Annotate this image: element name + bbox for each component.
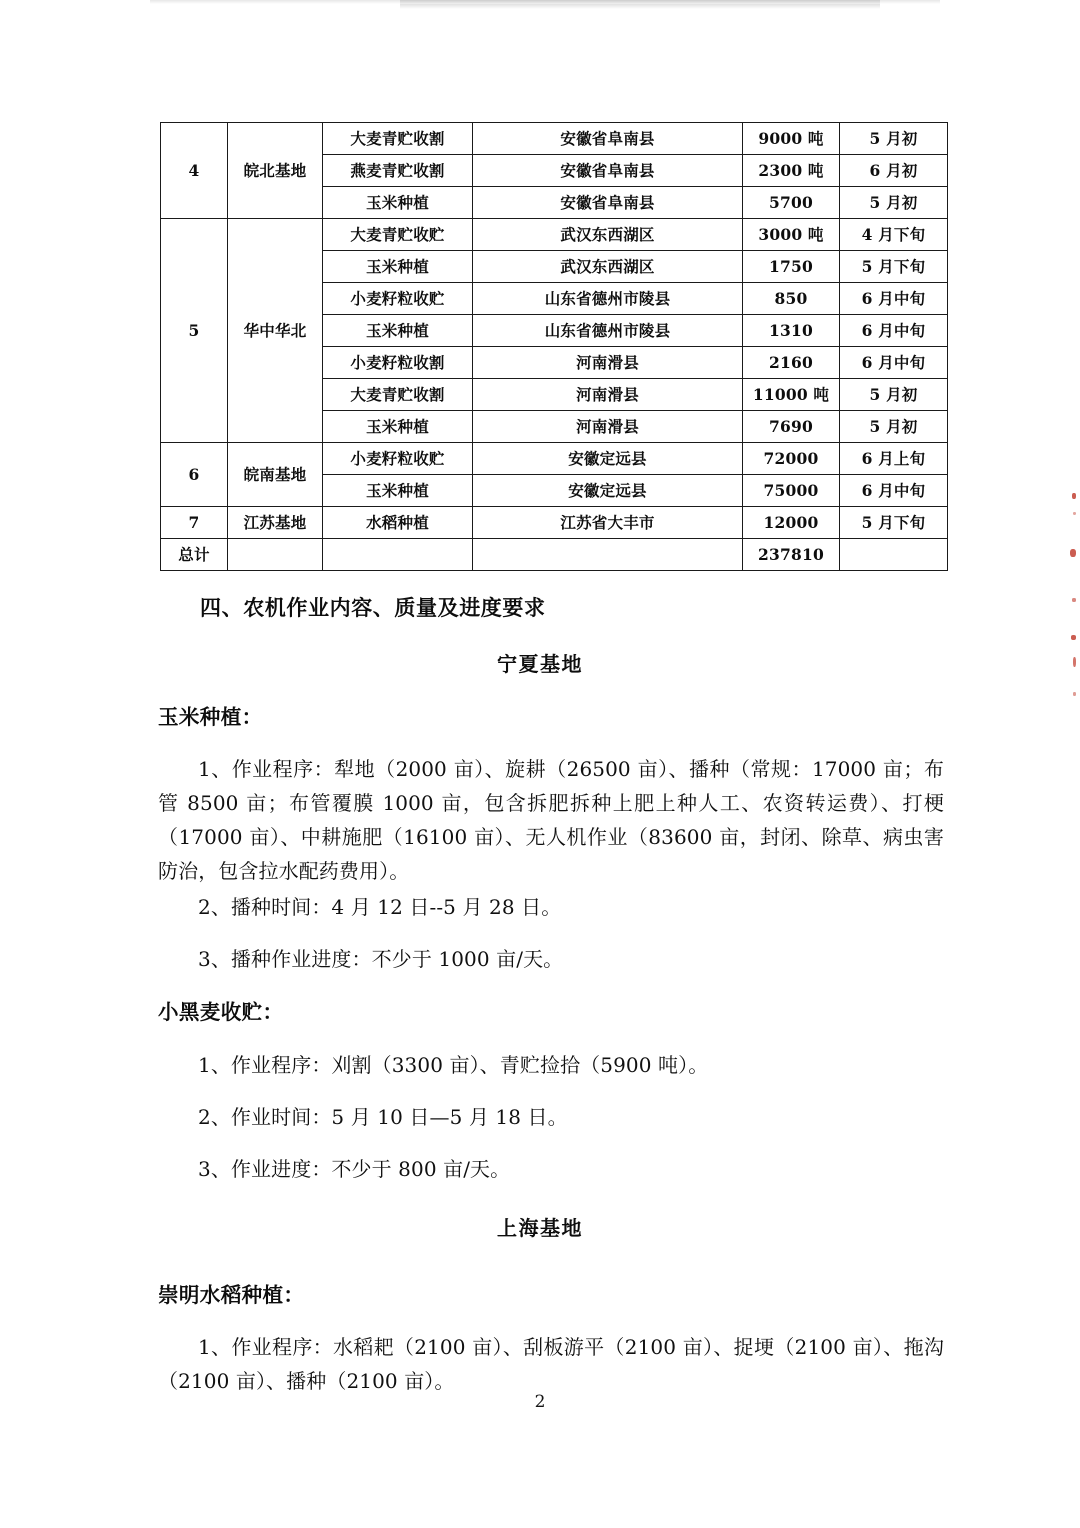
cell-item: 玉米种植 <box>323 411 473 443</box>
chongming-item-1: 1、作业程序：水稻耙（2100 亩）、刮板游平（2100 亩）、捉埂（2100 亩）、拖沟（2100 亩）、播种（2100 亩）。 <box>158 1335 944 1393</box>
subsection-corn-planting: 玉米种植： <box>158 705 263 729</box>
cell-total-label: 总计 <box>161 539 228 571</box>
cell-total-base <box>228 539 323 571</box>
cell-item: 大麦青贮收割 <box>323 123 473 155</box>
red-margin-mark <box>1070 549 1076 557</box>
cell-no: 5 <box>161 219 228 443</box>
cell-time: 5 月下旬 <box>840 251 948 283</box>
production-plan-table <box>160 122 948 571</box>
section-heading-four: 四、农机作业内容、质量及进度要求 <box>200 596 546 620</box>
table-row <box>161 507 948 539</box>
corn-item-3: 3、播种作业进度：不少于 1000 亩/天。 <box>198 947 564 971</box>
cell-no: 6 <box>161 443 228 507</box>
triticale-item-1: 1、作业程序：刈割（3300 亩）、青贮捡拾（5900 吨）。 <box>198 1053 709 1077</box>
cell-base: 华中华北 <box>228 219 323 443</box>
cell-quantity: 9000 吨 <box>743 123 840 155</box>
production-plan-table-wrapper <box>160 122 926 571</box>
cell-quantity: 1750 <box>743 251 840 283</box>
cell-time: 5 月初 <box>840 123 948 155</box>
table-row <box>161 219 948 251</box>
cell-time: 6 月上旬 <box>840 443 948 475</box>
cell-quantity: 850 <box>743 283 840 315</box>
corn-item-2: 2、播种时间：4 月 12 日--5 月 28 日。 <box>198 895 562 919</box>
cell-item: 玉米种植 <box>323 315 473 347</box>
cell-item: 大麦青贮收割 <box>323 379 473 411</box>
cell-location: 安徽定远县 <box>473 475 743 507</box>
scan-shadow-artifact-secondary <box>150 0 940 4</box>
cell-item: 水稻种植 <box>323 507 473 539</box>
red-margin-mark <box>1071 635 1076 640</box>
table-body <box>161 123 948 571</box>
triticale-item-2: 2、作业时间：5 月 10 日—5 月 18 日。 <box>198 1105 568 1129</box>
subsection-triticale: 小黑麦收贮： <box>158 1000 284 1024</box>
cell-location: 山东省德州市陵县 <box>473 283 743 315</box>
cell-quantity: 2300 吨 <box>743 155 840 187</box>
cell-time: 4 月下旬 <box>840 219 948 251</box>
cell-total-item <box>323 539 473 571</box>
cell-quantity: 5700 <box>743 187 840 219</box>
cell-location: 武汉东西湖区 <box>473 251 743 283</box>
cell-total-time <box>840 539 948 571</box>
cell-base: 皖南基地 <box>228 443 323 507</box>
cell-no: 4 <box>161 123 228 219</box>
cell-time: 6 月中旬 <box>840 475 948 507</box>
cell-base: 皖北基地 <box>228 123 323 219</box>
cell-quantity: 11000 吨 <box>743 379 840 411</box>
cell-time: 5 月下旬 <box>840 507 948 539</box>
cell-location: 河南滑县 <box>473 379 743 411</box>
red-margin-mark <box>1073 657 1076 667</box>
cell-item: 小麦籽粒收贮 <box>323 283 473 315</box>
cell-base: 江苏基地 <box>228 507 323 539</box>
cell-time: 5 月初 <box>840 187 948 219</box>
red-margin-mark <box>1073 512 1076 515</box>
base-title-shanghai: 上海基地 <box>497 1216 583 1240</box>
cell-time: 6 月中旬 <box>840 283 948 315</box>
cell-item: 小麦籽粒收割 <box>323 347 473 379</box>
cell-location: 武汉东西湖区 <box>473 219 743 251</box>
cell-item: 大麦青贮收贮 <box>323 219 473 251</box>
cell-item: 燕麦青贮收割 <box>323 155 473 187</box>
base-title-ningxia: 宁夏基地 <box>497 652 583 676</box>
page-number: 2 <box>534 1392 546 1412</box>
cell-location: 江苏省大丰市 <box>473 507 743 539</box>
cell-quantity: 2160 <box>743 347 840 379</box>
cell-time: 5 月初 <box>840 379 948 411</box>
red-margin-mark <box>1072 598 1076 602</box>
cell-location: 安徽省阜南县 <box>473 155 743 187</box>
table-row <box>161 123 948 155</box>
cell-item: 玉米种植 <box>323 475 473 507</box>
table-total-row <box>161 539 948 571</box>
cell-quantity: 12000 <box>743 507 840 539</box>
red-margin-mark <box>1072 493 1076 499</box>
subsection-chongming-rice: 崇明水稻种植： <box>158 1283 305 1307</box>
cell-no: 7 <box>161 507 228 539</box>
cell-total-location <box>473 539 743 571</box>
cell-item: 玉米种植 <box>323 251 473 283</box>
cell-location: 山东省德州市陵县 <box>473 315 743 347</box>
red-margin-mark <box>1073 692 1076 696</box>
cell-location: 安徽定远县 <box>473 443 743 475</box>
cell-time: 6 月中旬 <box>840 347 948 379</box>
cell-total-quantity: 237810 <box>743 539 840 571</box>
table-row <box>161 443 948 475</box>
cell-location: 河南滑县 <box>473 411 743 443</box>
cell-time: 5 月初 <box>840 411 948 443</box>
cell-time: 6 月中旬 <box>840 315 948 347</box>
cell-location: 河南滑县 <box>473 347 743 379</box>
triticale-item-3: 3、作业进度：不少于 800 亩/天。 <box>198 1157 511 1181</box>
cell-item: 玉米种植 <box>323 187 473 219</box>
cell-quantity: 72000 <box>743 443 840 475</box>
cell-location: 安徽省阜南县 <box>473 123 743 155</box>
cell-item: 小麦籽粒收贮 <box>323 443 473 475</box>
cell-location: 安徽省阜南县 <box>473 187 743 219</box>
cell-quantity: 7690 <box>743 411 840 443</box>
corn-item-1: 1、作业程序：犁地（2000 亩）、旋耕（26500 亩）、播种（常规：17000 亩；布管 8500 亩；布管覆膜 1000 亩，包含拆肥拆种上肥上种人工、农资转运费）、打梗（17000 亩）、中耕施肥（16100 亩）、无人机作业（83600 亩，封闭、除草、病虫害防治，包含拉水配药费用）。 <box>158 757 944 883</box>
cell-quantity: 3000 吨 <box>743 219 840 251</box>
cell-quantity: 1310 <box>743 315 840 347</box>
cell-time: 6 月初 <box>840 155 948 187</box>
cell-quantity: 75000 <box>743 475 840 507</box>
